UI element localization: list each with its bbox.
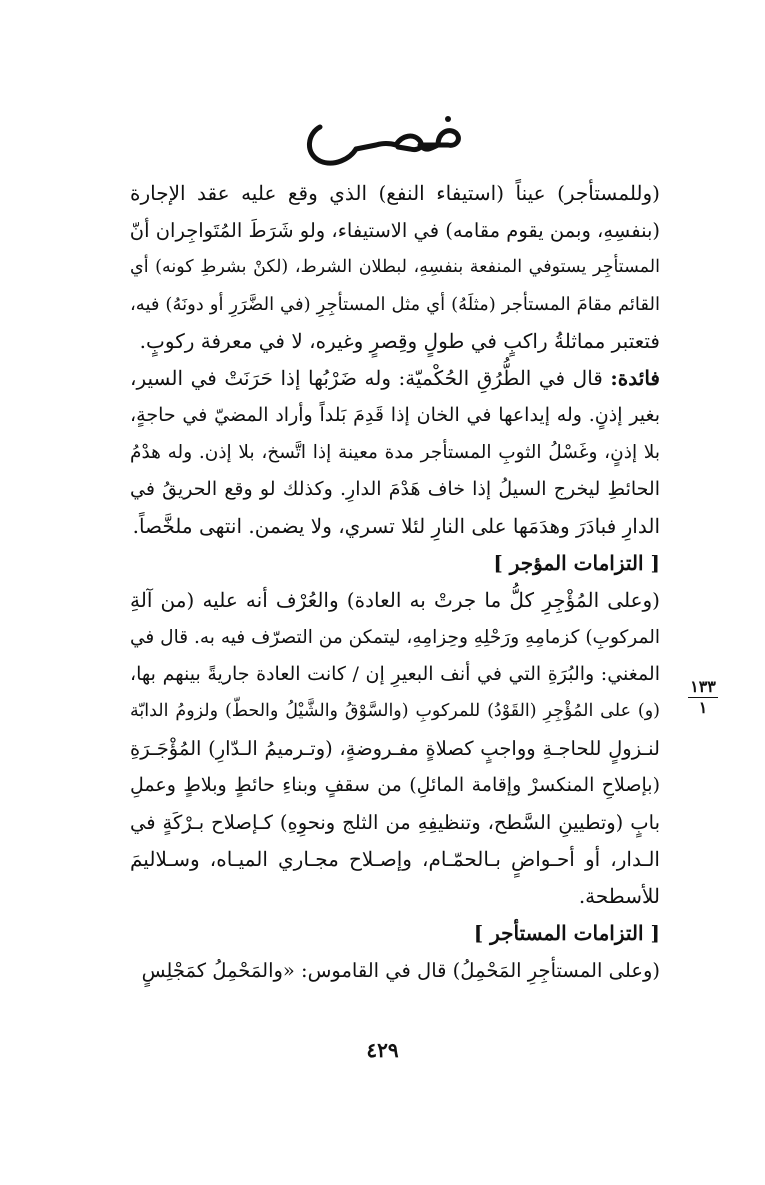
text-line: للأسطحة.: [578, 884, 660, 908]
text-line: (و) على المُؤْجِرِ (القَوْدُ) للمركوبِ (والسَّوْقُ والشَّيْلُ والحطّ) ولزومُ الدابّة: [130, 701, 660, 721]
faida-label: فائدة:: [610, 366, 660, 390]
text-line: (بنفسِهِ، وبمن يقوم مقامه) في الاستيفاء، ولو شَرَطَ المُتَواجِران أنّ: [129, 219, 660, 242]
text-line: (وللمستأجر) عيناً (استيفاء النفع) الذي وقع عليه عقد الإجارة: [130, 181, 660, 205]
text-line: لنـزولٍ للحاجـةِ وواجبٍ كصلاةٍ مفـروضةٍ، (وتـرميمُ الـدّارِ) المُؤْجَـرَةِ: [130, 737, 660, 760]
text-line: المغني: والبُرَةِ التي في أنف البعيرِ إن / كانت العادة جاريةً بينهم بها،: [130, 663, 660, 685]
page-number: ٤٢٩: [366, 1038, 399, 1062]
chapter-heading: [0, 105, 765, 180]
text-line: بابٍ (وتطيينِ السَّطح، وتنظيفِهِ من الثلج ونحوِهِ) كـإصلاح بـرْكَةٍ في: [130, 811, 660, 834]
text-line: فتعتبر مماثلةُ راكبٍ في طولٍ وقِصرٍ وغيره، لا في معرفة ركوبٍ.: [139, 329, 660, 353]
text-line: المستأجِر يستوفي المنفعة بنفسِهِ، لبطلان الشرط، (لكنْ بشرطِ كونه) أي: [130, 257, 660, 277]
text-line: الدارِ فبادَرَ وهدَمَها على النارِ لئلا تسري، ولا يضمن. انتهى ملخَّصاً.: [132, 514, 660, 538]
text-line: القائم مقامَ المستأجر (مثلَهُ) أي مثل المستأجِرِ (في الضَّرَرِ أو دونَهُ) فيه،: [130, 294, 660, 315]
text-line: (وعلى المُؤْجِرِ كلُّ ما جرتْ به العادة) والعُرْف أنه عليه (من آلةِ: [130, 588, 660, 612]
faida-text: قال في الطُّرُقِ الحُكْميّة: وله ضَرْبُها إذا حَرَنَتْ في السير،: [130, 366, 611, 390]
text-line: بلا إذنٍ، وغَسْلُ الثوبِ المستأجر مدة معينة إذا اتَّسخ، بلا إذن. وله هدْمُ: [130, 442, 660, 463]
margin-ref-bottom: ١: [698, 698, 708, 717]
text-line: بغير إذنٍ. وله إيداعها في الخان إذا قَدِمَ بَلداً وأراد المضيّ في حاجةٍ،: [130, 404, 660, 426]
text-line: (وعلى المستأجِرِ المَحْمِلُ) قال في القاموس: «والمَحْمِلُ كمَجْلِسٍ: [141, 959, 660, 982]
calligraphy-heading: [298, 105, 468, 180]
section-title-lessor: [ التزامات المؤجر ]: [493, 551, 660, 575]
section-title-lessee: [ التزامات المستأجر ]: [473, 921, 660, 945]
main-text: [130, 175, 660, 989]
margin-ref-top: ١٣٣: [690, 677, 716, 696]
text-line: (بإصلاحِ المنكسرْ وإقامة المائلِ) من سقفٍ وبناءِ حائطٍ وبلاطٍ وعملِ: [130, 774, 660, 796]
text-line: المركوبِ) كزمامِهِ ورَحْلِهِ وحِزامِهِ، ليتمكن من التصرّف فيه به. قال في: [130, 627, 660, 648]
faida-line: [130, 360, 660, 397]
text-line: الـدار، أو أحـواضٍ بـالحمّـام، وإصـلاح مجـاري الميـاه، وسـلاليمَ: [130, 847, 660, 871]
margin-page-reference: [683, 678, 723, 717]
text-line: الحائطِ ليخرج السيلُ إذا خاف هَدْمَ الدارِ. وكذلك لو وقع الحريقُ في: [130, 478, 660, 500]
